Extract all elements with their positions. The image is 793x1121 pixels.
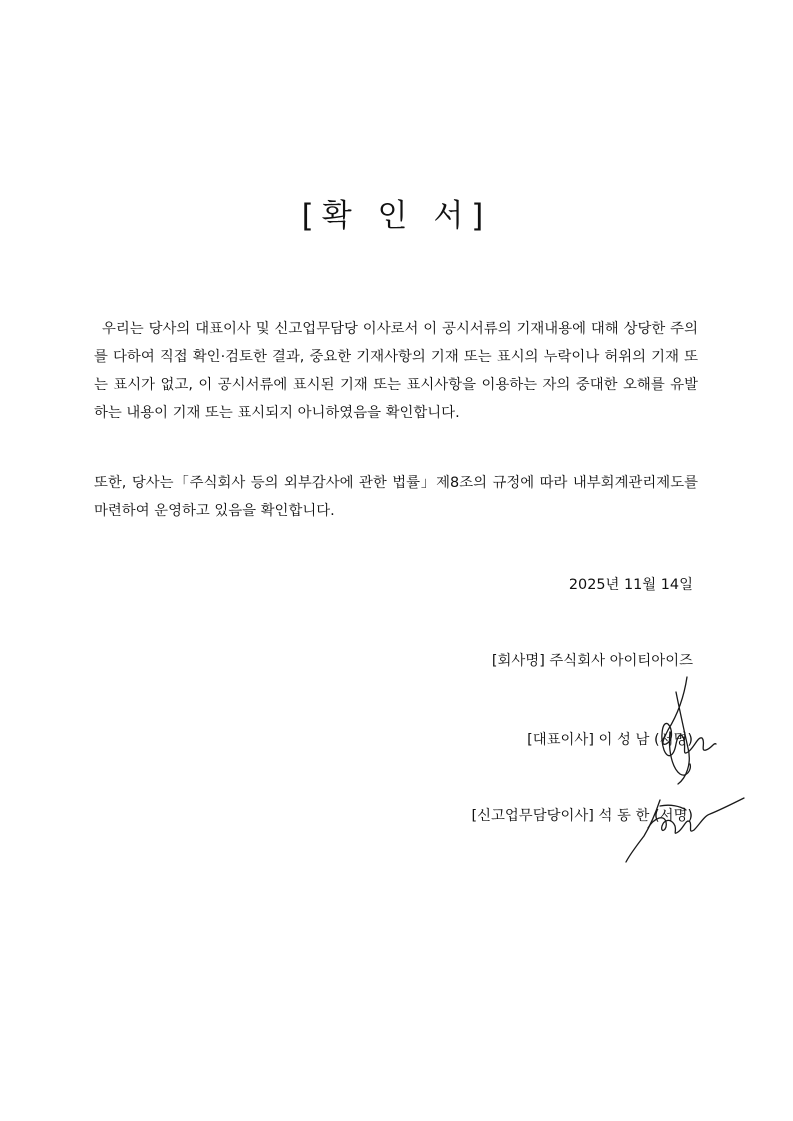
ceo-sign-mark: (서명) [653,732,693,748]
officer-line [471,806,693,826]
officer-signature [620,792,750,864]
company-label: [회사명] [491,653,545,669]
officer-name: 석 동 한 [598,808,650,824]
officer-label: [신고업무담당이사] [471,808,594,824]
document-date: 2025년 11월 14일 [568,577,693,593]
company-line [492,651,693,671]
confirmation-paragraph: 우리는 당사의 대표이사 및 신고업무담당 이사로서 이 공시서류의 기재내용에 대해 상당한 주의를 다하여 직접 확인·검토한 결과, 중요한 기재사항의 기재 또는 표시의 누락이나 허위의 기재 또는 표시가 없고, 이 공시서류에 표시된 기재 또는 표시사항을 이용하는 자의 중대한 오해를 유발하는 내용이 기재 또는 표시되지 아니하였음을 확인합니다. [94,321,698,421]
officer-sign-mark: (서명) [653,808,693,824]
ceo-line [527,730,693,750]
ceo-name: 이 성 남 [598,732,650,748]
company-name: 주식회사 아이티아이즈 [549,653,693,669]
document-title: [확 인 서] [301,198,492,234]
internal-control-paragraph: 또한, 당사는「주식회사 등의 외부감사에 관한 법률」제8조의 규정에 따라 내부회계관리제도를 마련하여 운영하고 있음을 확인합니다. [94,475,698,519]
ceo-label: [대표이사] [527,732,594,748]
